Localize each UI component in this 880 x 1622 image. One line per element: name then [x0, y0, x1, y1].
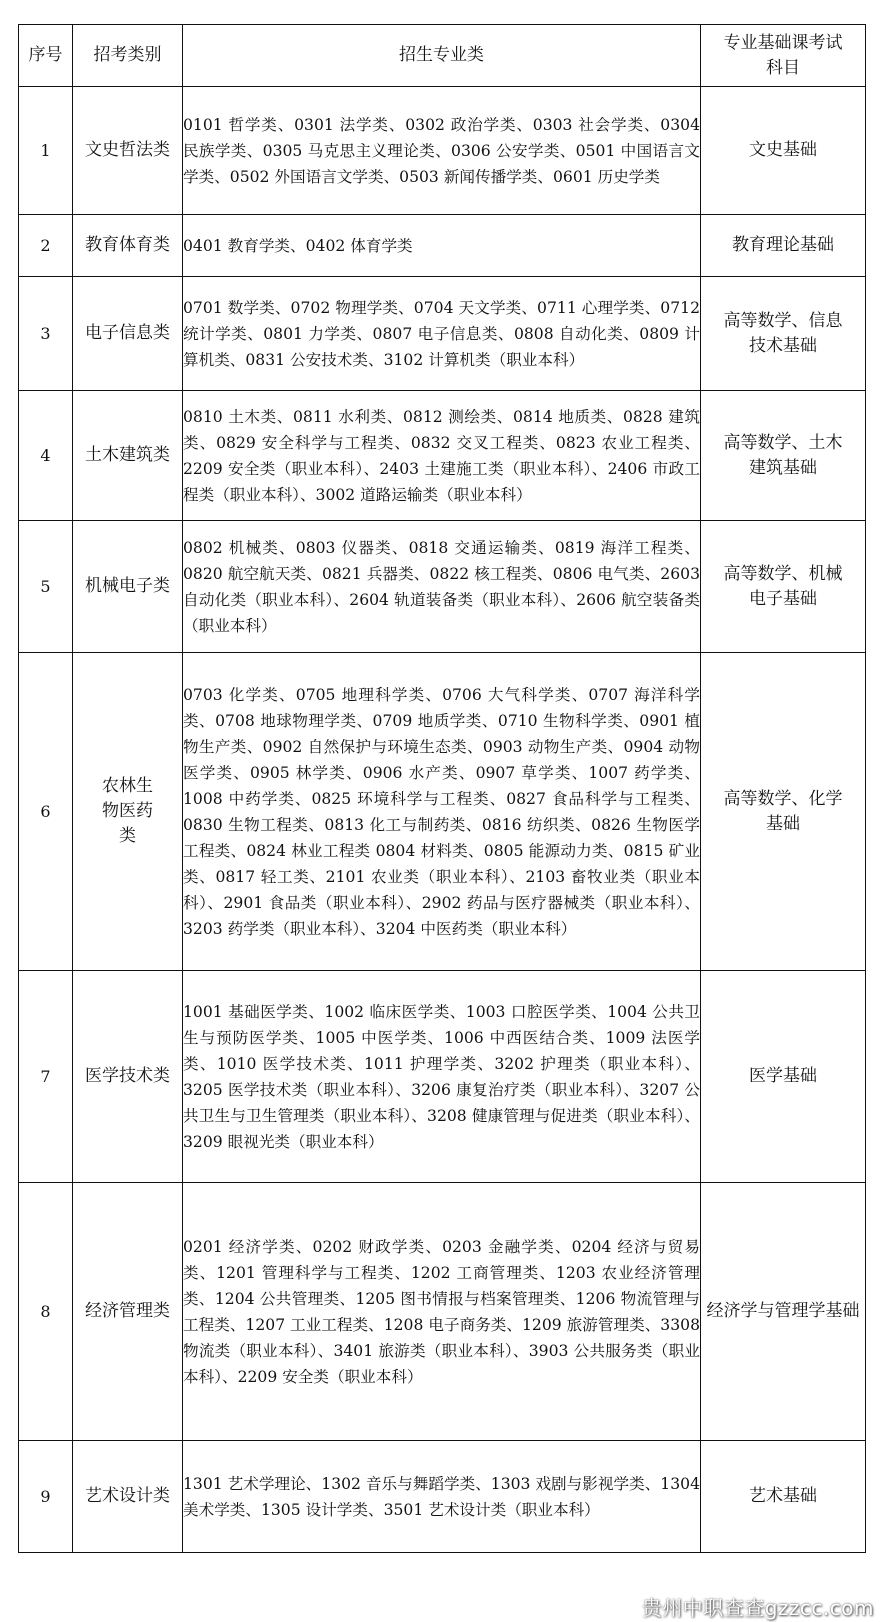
row-majors: 0802 机械类、0803 仪器类、0818 交通运输类、0819 海洋工程类、0820 航空航天类、0821 兵器类、0822 核工程类、0806 电气类、2603 自动化类（职业本科）、2604 轨道装备类（职业本科）、2606 航空装备类（职业本科） — [183, 521, 701, 653]
row-category: 经济管理类 — [73, 1183, 183, 1441]
row-subject: 艺术基础 — [701, 1441, 866, 1553]
row-index: 8 — [19, 1183, 73, 1441]
row-index: 5 — [19, 521, 73, 653]
row-majors: 0201 经济学类、0202 财政学类、0203 金融学类、0204 经济与贸易类、1201 管理科学与工程类、1202 工商管理类、1203 农业经济管理类、1204 公共管理类、1205 图书情报与档案管理类、1206 物流管理与工程类、1207 工业工程类、1208 电子商务类、1209 旅游管理类、3308 物流类（职业本科）、3401 旅游类（职业本科）、3903 公共服务类（职业本科）、2209 安全类（职业本科） — [183, 1183, 701, 1441]
table-row — [19, 277, 866, 391]
table-row — [19, 1441, 866, 1553]
header-majors: 招生专业类 — [183, 25, 701, 87]
table-header-row — [19, 25, 866, 87]
row-subject: 高等数学、化学基础 — [701, 653, 866, 971]
row-category: 机械电子类 — [73, 521, 183, 653]
row-index: 7 — [19, 971, 73, 1183]
row-category: 教育体育类 — [73, 215, 183, 277]
header-category: 招考类别 — [73, 25, 183, 87]
row-majors: 0810 土木类、0811 水利类、0812 测绘类、0814 地质类、0828 建筑类、0829 安全科学与工程类、0832 交叉工程类、0823 农业工程类、2209 安全类（职业本科）、2403 土建施工类（职业本科）、2406 市政工程类（职业本科）、3002 道路运输类（职业本科） — [183, 391, 701, 521]
table-row — [19, 971, 866, 1183]
row-subject: 高等数学、机械电子基础 — [701, 521, 866, 653]
row-subject: 教育理论基础 — [701, 215, 866, 277]
row-majors: 1301 艺术学理论、1302 音乐与舞蹈学类、1303 戏剧与影视学类、1304 美术学类、1305 设计学类、3501 艺术设计类（职业本科） — [183, 1441, 701, 1553]
header-index: 序号 — [19, 25, 73, 87]
row-majors: 0101 哲学类、0301 法学类、0302 政治学类、0303 社会学类、0304 民族学类、0305 马克思主义理论类、0306 公安学类、0501 中国语言文学类、0502 外国语言文学类、0503 新闻传播学类、0601 历史学类 — [183, 87, 701, 215]
row-index: 4 — [19, 391, 73, 521]
row-index: 3 — [19, 277, 73, 391]
row-majors: 0701 数学类、0702 物理学类、0704 天文学类、0711 心理学类、0712 统计学类、0801 力学类、0807 电子信息类、0808 自动化类、0809 计算机类、0831 公安技术类、3102 计算机类（职业本科） — [183, 277, 701, 391]
table-row — [19, 521, 866, 653]
majors-table — [18, 24, 866, 1553]
table-row — [19, 391, 866, 521]
table-row — [19, 87, 866, 215]
row-category: 医学技术类 — [73, 971, 183, 1183]
row-majors: 0703 化学类、0705 地理科学类、0706 大气科学类、0707 海洋科学类、0708 地球物理学类、0709 地质学类、0710 生物科学类、0901 植物生产类、0902 自然保护与环境生态类、0903 动物生产类、0904 动物医学类、0905 林学类、0906 水产类、0907 草学类、1007 药学类、1008 中药学类、0825 环境科学与工程类、0827 食品科学与工程类、0830 生物工程类、0813 化工与制药类、0816 纺织类、0826 生物医学工程类、0824 林业工程类 0804 材料类、0805 能源动力类、0815 矿业类、0817 轻工类、2101 农业类（职业本科）、2103 畜牧业类（职业本科）、2901 食品类（职业本科）、2902 药品与医疗器械类（职业本科）、3203 药学类（职业本科）、3204 中医药类（职业本科） — [183, 653, 701, 971]
table-row — [19, 653, 866, 971]
row-category: 电子信息类 — [73, 277, 183, 391]
row-subject: 高等数学、信息技术基础 — [701, 277, 866, 391]
row-subject: 经济学与管理学基础 — [701, 1183, 866, 1441]
table-row — [19, 215, 866, 277]
row-subject: 医学基础 — [701, 971, 866, 1183]
row-index: 1 — [19, 87, 73, 215]
header-subject: 专业基础课考试科目 — [701, 25, 866, 87]
row-majors: 0401 教育学类、0402 体育学类 — [183, 215, 701, 277]
row-category: 文史哲法类 — [73, 87, 183, 215]
row-subject: 文史基础 — [701, 87, 866, 215]
table-row — [19, 1183, 866, 1441]
row-category: 艺术设计类 — [73, 1441, 183, 1553]
majors-table-sheet — [18, 24, 865, 1592]
row-category: 农林生物医药类 — [73, 653, 183, 971]
row-majors: 1001 基础医学类、1002 临床医学类、1003 口腔医学类、1004 公共卫生与预防医学类、1005 中医学类、1006 中西医结合类、1009 法医学类、1010 医学技术类、1011 护理学类、3202 护理类（职业本科）、3205 医学技术类（职业本科）、3206 康复治疗类（职业本科）、3207 公共卫生与卫生管理类（职业本科）、3208 健康管理与促进类（职业本科）、3209 眼视光类（职业本科） — [183, 971, 701, 1183]
row-index: 9 — [19, 1441, 73, 1553]
site-watermark: 贵州中职查查gzzcc.com — [641, 1596, 874, 1620]
row-subject: 高等数学、土木建筑基础 — [701, 391, 866, 521]
row-category: 土木建筑类 — [73, 391, 183, 521]
row-index: 6 — [19, 653, 73, 971]
row-index: 2 — [19, 215, 73, 277]
